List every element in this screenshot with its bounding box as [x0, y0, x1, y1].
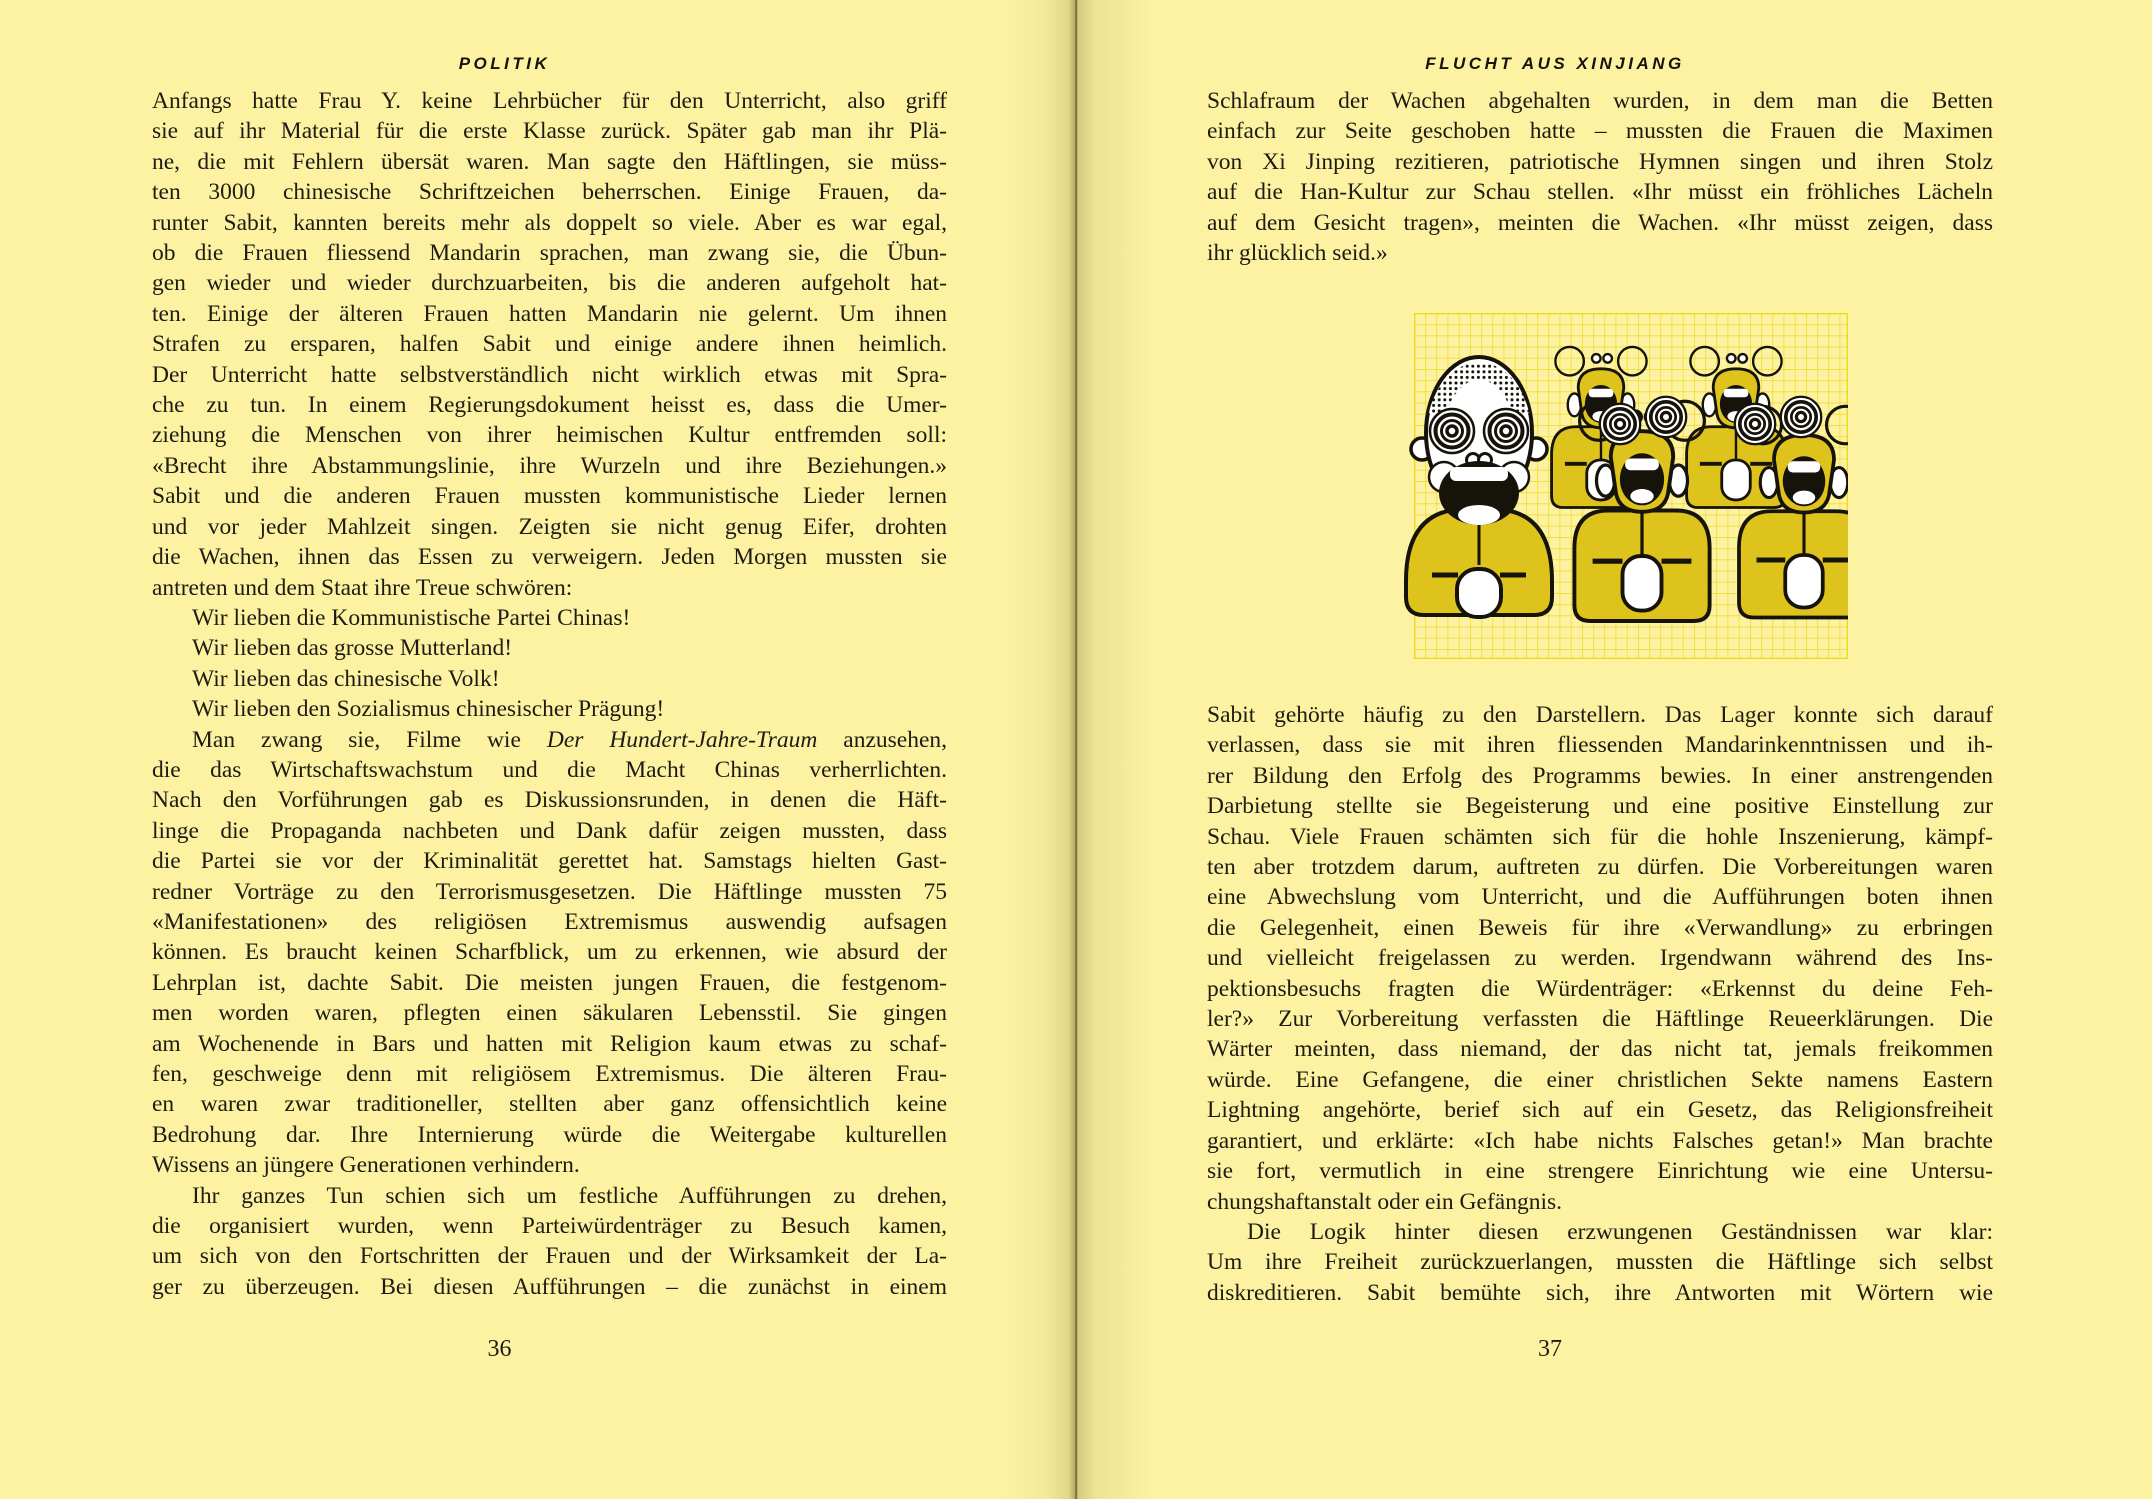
text-line: gen wieder und wieder durchzuarbeiten, bis die anderen aufgeholt hat- [152, 270, 947, 297]
text-line: che zu tun. In einem Regierungsdokument heisst es, dass die Umer- [152, 392, 947, 419]
text-line: Wir lieben die Kommunistische Partei Chinas! [192, 604, 631, 631]
running-head-right: FLUCHT AUS XINJIANG [1425, 54, 1685, 73]
text-line: Ihr ganzes Tun schien sich um festliche Aufführungen zu drehen, [192, 1182, 947, 1209]
text-line: Sabit gehörte häufig zu den Darstellern. Das Lager konnte sich darauf [1207, 702, 1993, 728]
page-gutter-shadow [1001, 0, 1151, 1499]
text-line: ihr glücklich seid.» [1207, 240, 1388, 267]
text-line: auf dem Gesicht tragen», meinten die Wachen. «Ihr müsst zeigen, dass [1207, 209, 1993, 236]
text-line: ten. Einige der älteren Frauen hatten Mandarin nie gelernt. Um ihnen [152, 300, 947, 327]
text-line: Der Unterricht hatte selbstverständlich nicht wirklich etwas mit Spra- [152, 361, 947, 388]
text-line: die das Wirtschaftswachstum und die Macht Chinas verherrlichten. [152, 756, 947, 783]
text-line: Um ihre Freiheit zurückzuerlangen, mussten die Häftlinge sich selbst [1207, 1249, 1993, 1276]
text-line: Darbietung stellte sie Begeisterung und eine positive Einstellung zur [1207, 793, 1993, 820]
text-line: die Wachen, ihnen das Essen zu verweigern. Jeden Morgen mussten sie [152, 544, 947, 571]
running-head-left: POLITIK [458, 54, 551, 73]
left-page-text-column [152, 86, 947, 1302]
text-line: ten aber trotzdem darum, auftreten zu dürfen. Die Vorbereitungen waren [1207, 854, 1993, 881]
text-line: Sabit und die anderen Frauen mussten kommunistische Lieder lernen [152, 483, 947, 510]
text-line: verlassen, dass sie mit ihren fliessenden Mandarinkenntnissen und ih- [1207, 732, 1993, 759]
text-line: Schlafraum der Wachen abgehalten wurden, in dem man die Betten [1207, 88, 1993, 114]
text-line: antreten und dem Staat ihre Treue schwören: [152, 574, 573, 601]
text-line: ob die Frauen fliessend Mandarin sprachen, man zwang sie, die Übun- [152, 240, 947, 267]
text-line: Nach den Vorführungen gab es Diskussionsrunden, in denen die Häft- [152, 787, 947, 814]
camp-performance-illustration [1400, 313, 1848, 659]
text-line: runter Sabit, kannten bereits mehr als doppelt so viele. Aber es war egal, [152, 209, 947, 236]
text-line: linge die Propaganda nachbeten und Dank dafür zeigen mussten, dass [152, 817, 947, 844]
text-line: chungshaftanstalt oder ein Gefängnis. [1207, 1188, 1563, 1215]
text-line: Strafen zu ersparen, halfen Sabit und einige andere ihnen heimlich. [152, 331, 947, 358]
text-line: die Gelegenheit, einen Beweis für ihre «Verwandlung» zu erbringen [1207, 914, 1993, 941]
text-line: «Manifestationen» des religiösen Extremismus auswendig aufsagen [152, 908, 947, 935]
text-line: Wissens an jüngere Generationen verhindern. [152, 1152, 580, 1179]
text-line: men worden waren, pflegten einen säkularen Lebensstil. Sie gingen [152, 1000, 947, 1027]
text-line: Lightning angehörte, berief sich auf ein Gesetz, das Religionsfreiheit [1207, 1097, 1993, 1124]
text-line: die Partei sie vor der Kriminalität gerettet hat. Samstags hielten Gast- [152, 848, 947, 875]
text-line: eine Abwechslung vom Unterricht, und die Aufführungen boten ihnen [1207, 884, 1993, 911]
text-line: würde. Eine Gefangene, die einer christlichen Sekte namens Eastern [1207, 1066, 1993, 1093]
page-number-right: 37 [1538, 1336, 1562, 1362]
text-line: Wir lieben das grosse Mutterland! [192, 635, 513, 662]
text-line: pektionsbesuchs fragten die Würdenträger: «Erkennst du deine Feh- [1207, 975, 1993, 1002]
text-line: am Wochenende in Bars und hatten mit Religion kaum etwas zu schaf- [152, 1030, 947, 1057]
text-line: ler?» Zur Vorbereitung verfassten die Häftlinge Reueerklärungen. Die [1207, 1006, 1993, 1033]
text-line: fen, geschweige denn mit religiösem Extremismus. Die älteren Frau- [152, 1061, 947, 1087]
text-line: ne, die mit Fehlern übersät waren. Man sagte den Häftlingen, sie müss- [152, 148, 947, 175]
text-line: Wir lieben den Sozialismus chinesischer Prägung! [192, 696, 665, 723]
text-line: Die Logik hinter diesen erzwungenen Geständnissen war klar: [1247, 1218, 1993, 1245]
text-line: um sich von den Fortschritten der Frauen und der Wirksamkeit der La- [152, 1243, 947, 1270]
text-line: ger zu überzeugen. Bei diesen Aufführungen – die zunächst in einem [152, 1273, 947, 1300]
text-line: Wir lieben das chinesische Volk! [192, 665, 500, 692]
text-line: en waren zwar traditioneller, stellten aber ganz offensichtlich keine [152, 1091, 947, 1118]
text-line: ten 3000 chinesische Schriftzeichen beherrschen. Einige Frauen, da- [152, 179, 947, 206]
text-line: rer Bildung den Erfolg des Programms bewies. In einer anstrengenden [1207, 762, 1993, 789]
text-line: Anfangs hatte Frau Y. keine Lehrbücher für den Unterricht, also griff [152, 88, 947, 114]
text-line: von Xi Jinping rezitieren, patriotische Hymnen singen und ihren Stolz [1207, 148, 1993, 175]
text-line: Lehrplan ist, dachte Sabit. Die meisten jungen Frauen, die festgenom- [152, 969, 947, 996]
text-line: Wärter meinten, dass niemand, der das nicht tat, jemals freikommen [1207, 1036, 1993, 1063]
text-line: und vor jeder Mahlzeit singen. Zeigten sie nicht genug Eifer, drohten [152, 513, 947, 540]
text-line: auf die Han-Kultur zur Schau stellen. «Ihr müsst ein fröhliches Lächeln [1207, 179, 1993, 206]
text-line: ziehung die Menschen von ihrer heimischen Kultur entfremden soll: [152, 422, 947, 449]
right-page-text-column-top [1207, 86, 1993, 268]
page-number-left: 36 [487, 1336, 512, 1362]
text-line: sie fort, vermutlich in eine strengere Einrichtung wie eine Untersu- [1207, 1158, 1993, 1185]
text-line: diskreditieren. Sabit bemühte sich, ihre Antworten mit Wörtern wie [1207, 1279, 1993, 1306]
text-line: einfach zur Seite geschoben hatte – mussten die Frauen die Maximen [1207, 118, 1993, 145]
text-line: Man zwang sie, Filme wie Der Hundert-Jahre-Traum anzusehen, [192, 726, 948, 753]
text-line: und vielleicht freigelassen zu werden. Irgendwann während des Ins- [1207, 945, 1993, 972]
text-line: Bedrohung dar. Ihre Internierung würde die Weitergabe kulturellen [152, 1121, 947, 1148]
text-line: sie auf ihr Material für die erste Klasse zurück. Später gab man ihr Plä- [152, 118, 947, 145]
text-line: die organisiert wurden, wenn Parteiwürdenträger zu Besuch kamen, [152, 1213, 947, 1240]
text-line: «Brecht ihre Abstammungslinie, ihre Wurzeln und ihre Beziehungen.» [152, 452, 947, 479]
text-line: garantiert, und erklärte: «Ich habe nichts Falsches getan!» Man brachte [1207, 1127, 1993, 1154]
text-line: können. Es braucht keinen Scharfblick, um zu erkennen, wie absurd der [152, 939, 947, 966]
text-line: Schau. Viele Frauen schämten sich für die hohle Inszenierung, kämpf- [1207, 823, 1993, 850]
right-page-text-column-bottom [1207, 700, 1993, 1308]
text-line: redner Vorträge zu den Terrorismusgesetzen. Die Häftlinge mussten 75 [152, 878, 947, 905]
